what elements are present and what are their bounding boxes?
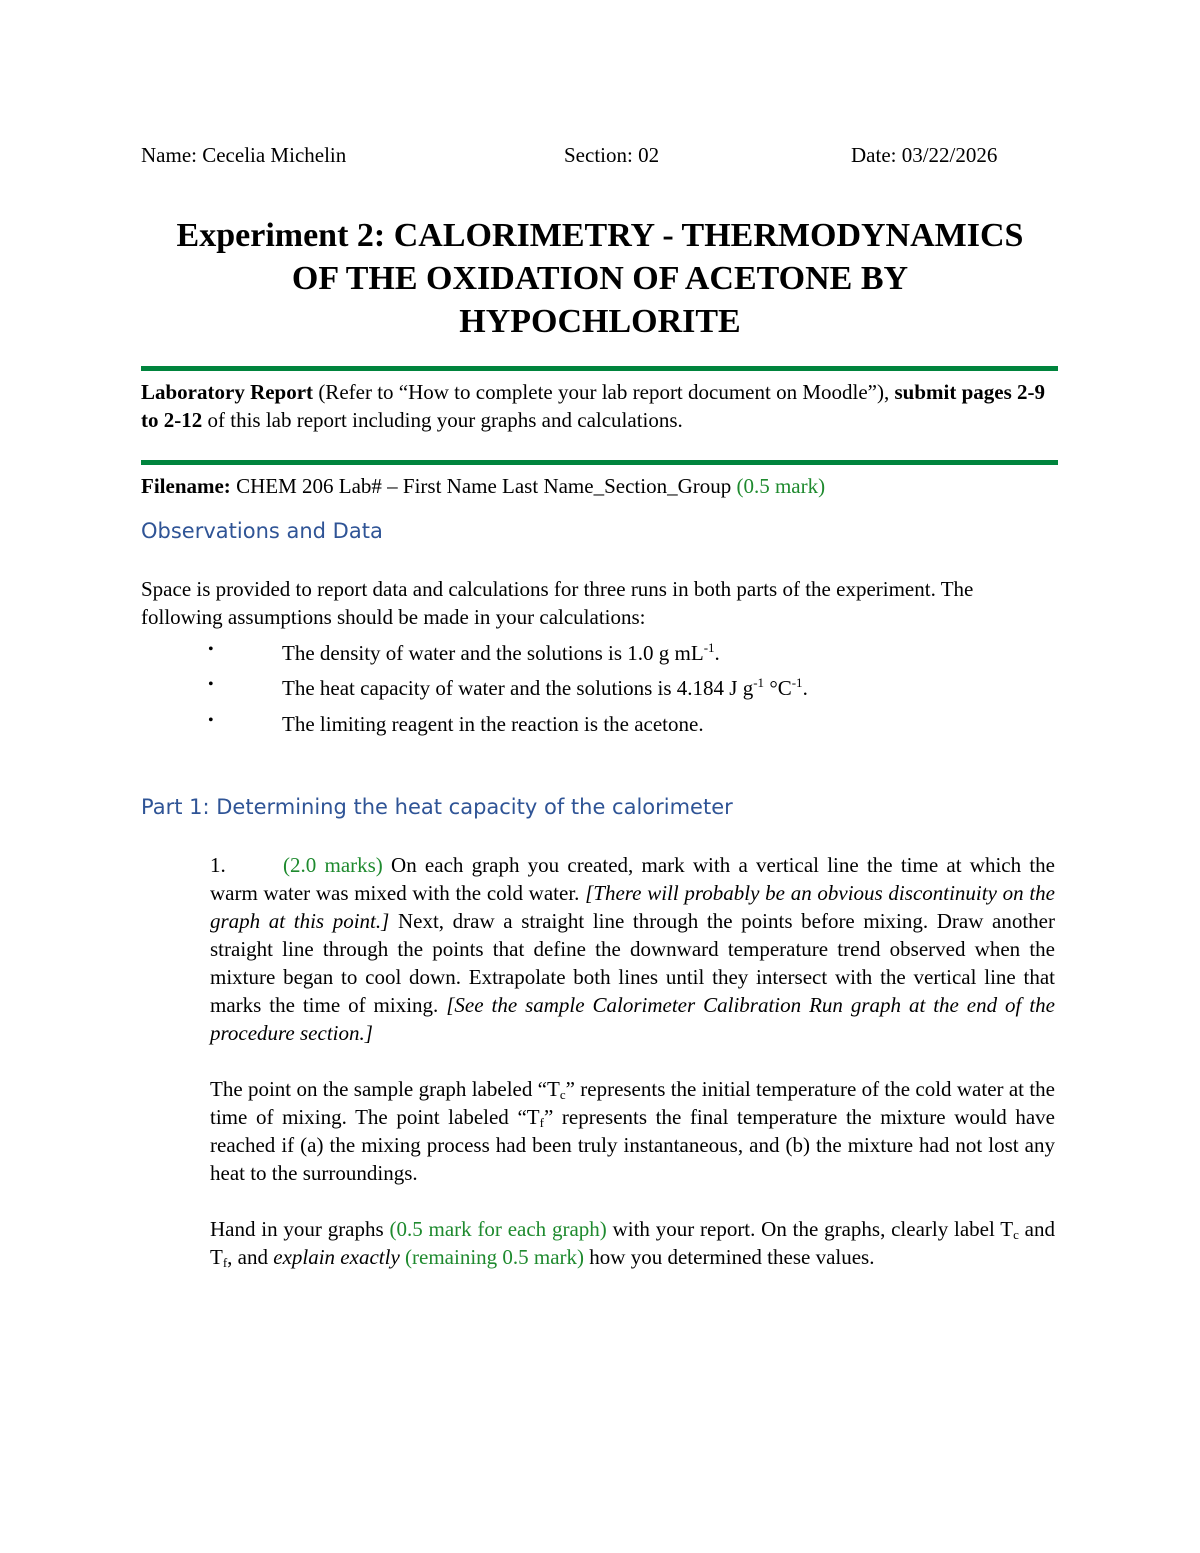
question-number: 1.	[210, 853, 226, 877]
title-line-1: Experiment 2: CALORIMETRY - THERMODYNAMICS	[176, 217, 1024, 254]
filename-lead: Filename:	[141, 474, 231, 498]
bullet-icon: •	[208, 712, 214, 729]
bullet-text: The limiting reagent in the reaction is the acetone.	[282, 712, 704, 736]
report-date: Date: 03/22/2026	[851, 143, 998, 167]
hand-in-instructions: Hand in your graphs (0.5 mark for each graph) with your report. On the graphs, clearly label $T_c$ and $T_f$, and explain exactly (remaining 0.5 mark) how you determined these values.	[210, 1217, 1055, 1270]
bullet-text: The heat capacity of water and the solutions is 4.184 J $g^{-1}$ $^\circ C^{-1}$.	[282, 675, 808, 700]
observations-heading: Observations and Data	[141, 519, 383, 543]
report-text-1: (Refer to “How to complete your lab report document on Moodle”),	[313, 380, 895, 404]
graph-marks: (0.5 mark for each graph)	[389, 1217, 607, 1241]
filename-text: CHEM 206 Lab# – First Name Last Name_Section_Group	[230, 474, 737, 498]
bullet-icon: •	[208, 676, 214, 693]
title-line-3: HYPOCHLORITE	[459, 303, 741, 340]
section-number: Section: 02	[564, 143, 660, 167]
tc-tf-explanation: The point on the sample graph labeled “$T_c$” represents the initial temperature of the cold water at the time of mixing. The point labeled “$T_f$” represents the final temperature the mixture would have reached if (a) the mixing process had been truly instantaneous, and (b) the mixture had not lost any heat to the surroundings.	[210, 1077, 1055, 1185]
bullet-text: The density of water and the solutions is 1.0 g $mL^{-1}$.	[282, 640, 720, 665]
list-item	[0, 712, 1200, 740]
italic-note-2: [See the sample Calorimeter Calibration Run graph at the end of the procedure section.]	[210, 993, 1055, 1045]
report-submit-pages: submit pages 2-9 to 2-12	[141, 380, 1046, 432]
divider-bottom	[141, 460, 1058, 465]
divider-top	[141, 366, 1058, 371]
lab-report-instructions	[141, 378, 1058, 434]
title-line-2: OF THE OXIDATION OF ACETONE BY	[291, 260, 909, 297]
italic-note-1: [There will probably be an obvious discontinuity on the graph at this point.]	[210, 881, 1055, 933]
part1-heading: Part 1: Determining the heat capacity of the calorimeter	[141, 795, 733, 819]
student-header	[141, 143, 1021, 171]
list-item	[0, 641, 1200, 669]
remaining-marks: (remaining 0.5 mark)	[405, 1245, 585, 1269]
observations-intro: Space is provided to report data and calculations for three runs in both parts of the experiment. The following assumptions should be made in your calculations:	[141, 577, 974, 629]
question-marks: (2.0 marks)	[283, 853, 383, 877]
filename-instruction	[141, 472, 1058, 500]
report-lead: Laboratory Report	[141, 380, 314, 404]
question-1-instructions: 1. (2.0 marks) On each graph you created, mark with a vertical line the time at which the warm water was mixed with the cold water. [There will probably be an obvious discontinuity on the graph at this point.] Next, draw a straight line through the points before mixing. Draw another straight line through the points that define the downward temperature trend observed when the mixture began to cool down. Extrapolate both lines until they intersect with the vertical line that marks the time of mixing. [See the sample Calorimeter Calibration Run graph at the end of the procedure section.]	[210, 853, 1055, 1045]
filename-mark: (0.5 mark)	[736, 474, 826, 498]
bullet-icon: •	[208, 641, 214, 658]
student-name: Name: Cecelia Michelin	[141, 143, 347, 167]
list-item	[0, 676, 1200, 704]
experiment-title	[100, 214, 1100, 343]
report-text-2: of this lab report including your graphs and calculations.	[202, 408, 683, 432]
question-1	[210, 851, 1055, 1271]
